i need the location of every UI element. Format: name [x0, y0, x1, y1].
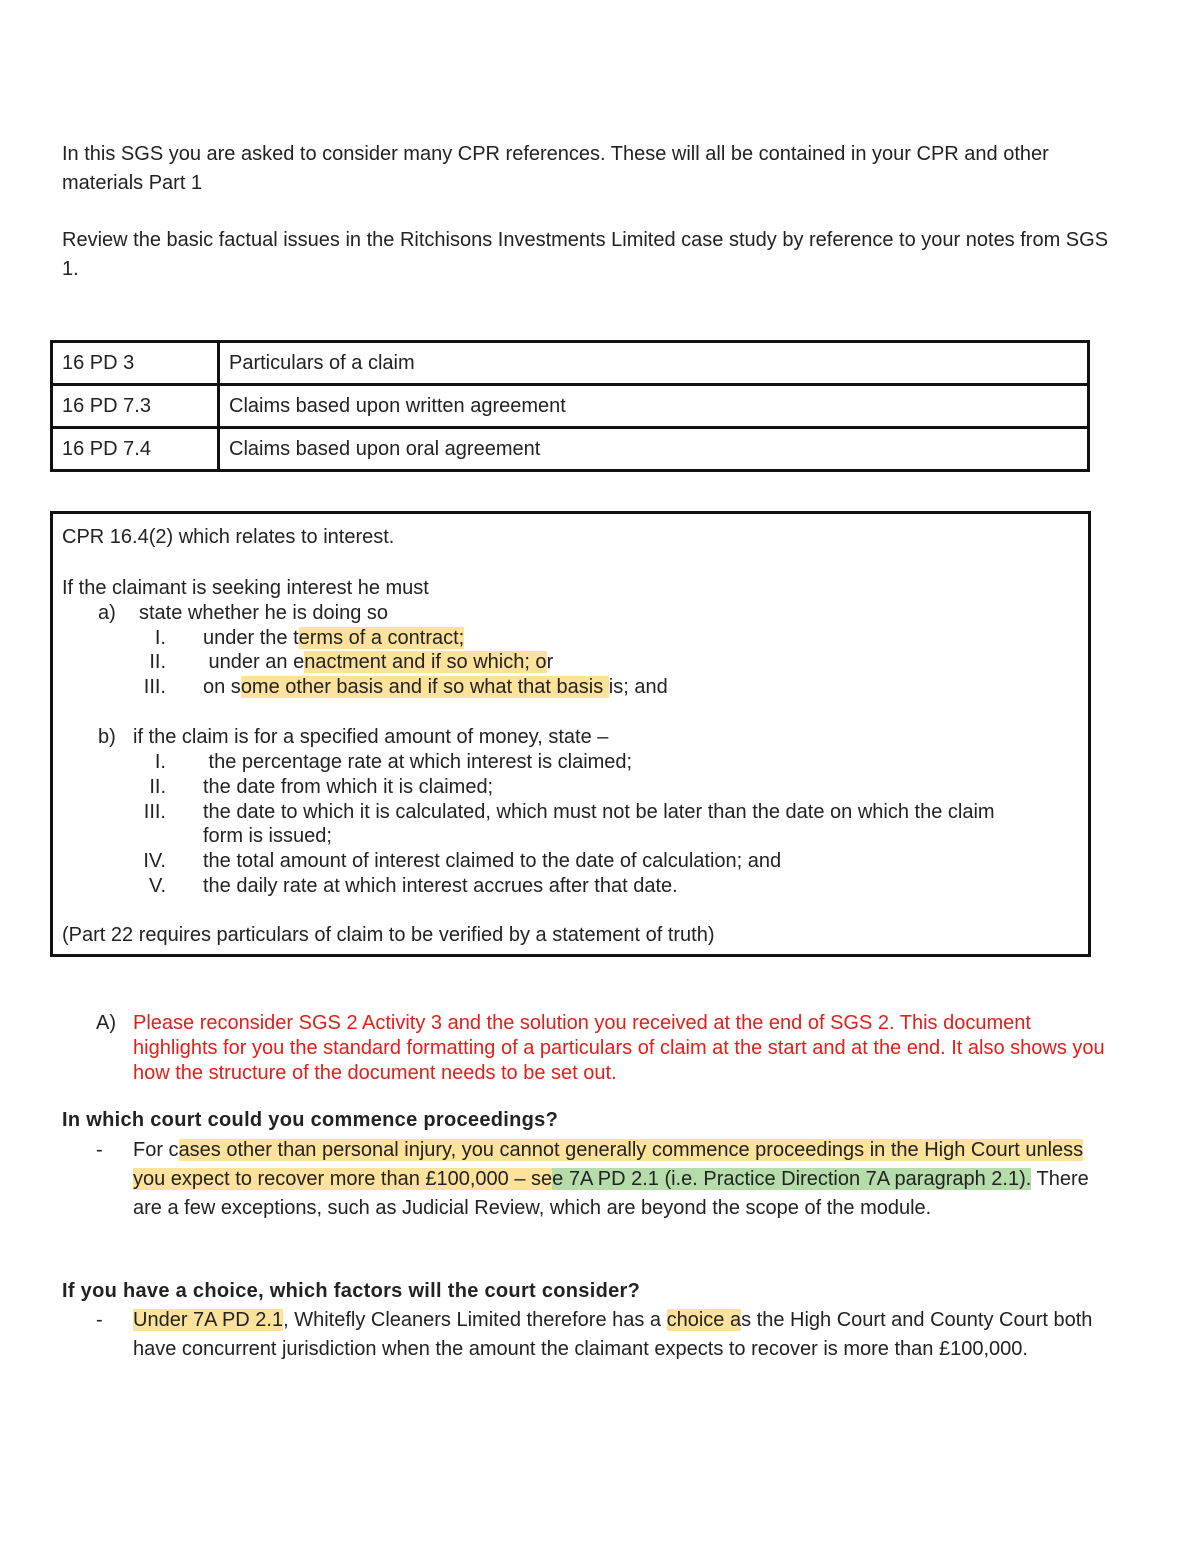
sub-item-text: the percentage rate at which interest is claimed;	[203, 751, 633, 773]
sub-item-number: I.	[154, 751, 166, 773]
reference-code: 16 PD 7.4	[52, 428, 219, 471]
note-a-text: Please reconsider SGS 2 Activity 3 and the solution you received at the end of SGS 2. This document highlights for you the standard formatting of a particulars of claim at the start and at the end. It also shows you how the structure of the document needs to be set out.	[133, 1012, 1105, 1084]
interest-box-title: CPR 16.4(2) which relates to interest.	[62, 526, 395, 548]
sub-item-number: V.	[148, 875, 166, 897]
bullet-dash: -	[96, 1309, 103, 1331]
interest-box-footer: (Part 22 requires particulars of claim to be verified by a statement of truth)	[62, 924, 715, 946]
sub-item-number: II.	[149, 776, 166, 798]
reference-code: 16 PD 7.3	[52, 385, 219, 428]
table-row	[52, 342, 1089, 385]
sub-item-text: under an enactment and if so which; or	[203, 651, 554, 673]
sub-item-text: on some other basis and if so what that basis is; and	[203, 676, 668, 698]
sub-item-text: under the terms of a contract;	[203, 627, 465, 649]
table-row	[52, 385, 1089, 428]
sub-item-number: I.	[154, 627, 166, 649]
intro-paragraph-1: In this SGS you are asked to consider many CPR references. These will all be contained in your CPR and other materials Part 1	[62, 143, 1049, 194]
sub-item-number: IV.	[143, 850, 166, 872]
sub-item-text: the date to which it is calculated, which must not be later than the date on which the claim	[203, 801, 995, 823]
item-b-label: b)	[98, 726, 116, 748]
interest-box	[50, 511, 1091, 957]
section-2-heading: If you have a choice, which factors will the court consider?	[62, 1280, 641, 1302]
sub-item-number: III.	[143, 801, 166, 823]
reference-topic: Particulars of a claim	[219, 342, 1089, 385]
sub-item-text: the total amount of interest claimed to the date of calculation; and	[203, 850, 782, 872]
note-a-label: A)	[96, 1012, 116, 1034]
sub-item-number: III.	[143, 676, 166, 698]
sub-item-text-continued: form is issued;	[203, 825, 332, 847]
section-2-bullet: Under 7A PD 2.1, Whitefly Cleaners Limited therefore has a choice as the High Court and County Court both have concurrent jurisdiction when the amount the claimant expects to recover is more than £100,000.	[133, 1309, 1093, 1360]
section-1-heading: In which court could you commence proceedings?	[62, 1109, 559, 1131]
reference-topic: Claims based upon oral agreement	[219, 428, 1089, 471]
sub-item-text: the date from which it is claimed;	[203, 776, 494, 798]
item-b-text: if the claim is for a specified amount of money, state –	[133, 726, 609, 748]
intro-paragraph-2: Review the basic factual issues in the Ritchisons Investments Limited case study by reference to your notes from SGS 1.	[62, 229, 1109, 280]
reference-code: 16 PD 3	[52, 342, 219, 385]
bullet-dash: -	[96, 1139, 103, 1161]
reference-topic: Claims based upon written agreement	[219, 385, 1089, 428]
table-row	[52, 428, 1089, 471]
item-a-label: a)	[98, 602, 116, 624]
section-1-bullet: For cases other than personal injury, you cannot generally commence proceedings in the High Court unless you expect to recover more than £100,000 – see 7A PD 2.1 (i.e. Practice Direction 7A paragraph 2.1). There are a few exceptions, such as Judicial Review, which are beyond the scope of the module.	[133, 1139, 1089, 1219]
interest-lead: If the claimant is seeking interest he must	[62, 577, 429, 599]
references-table	[50, 340, 1090, 472]
sub-item-number: II.	[149, 651, 166, 673]
sub-item-text: the daily rate at which interest accrues after that date.	[203, 875, 678, 897]
item-a-text: state whether he is doing so	[139, 602, 389, 624]
